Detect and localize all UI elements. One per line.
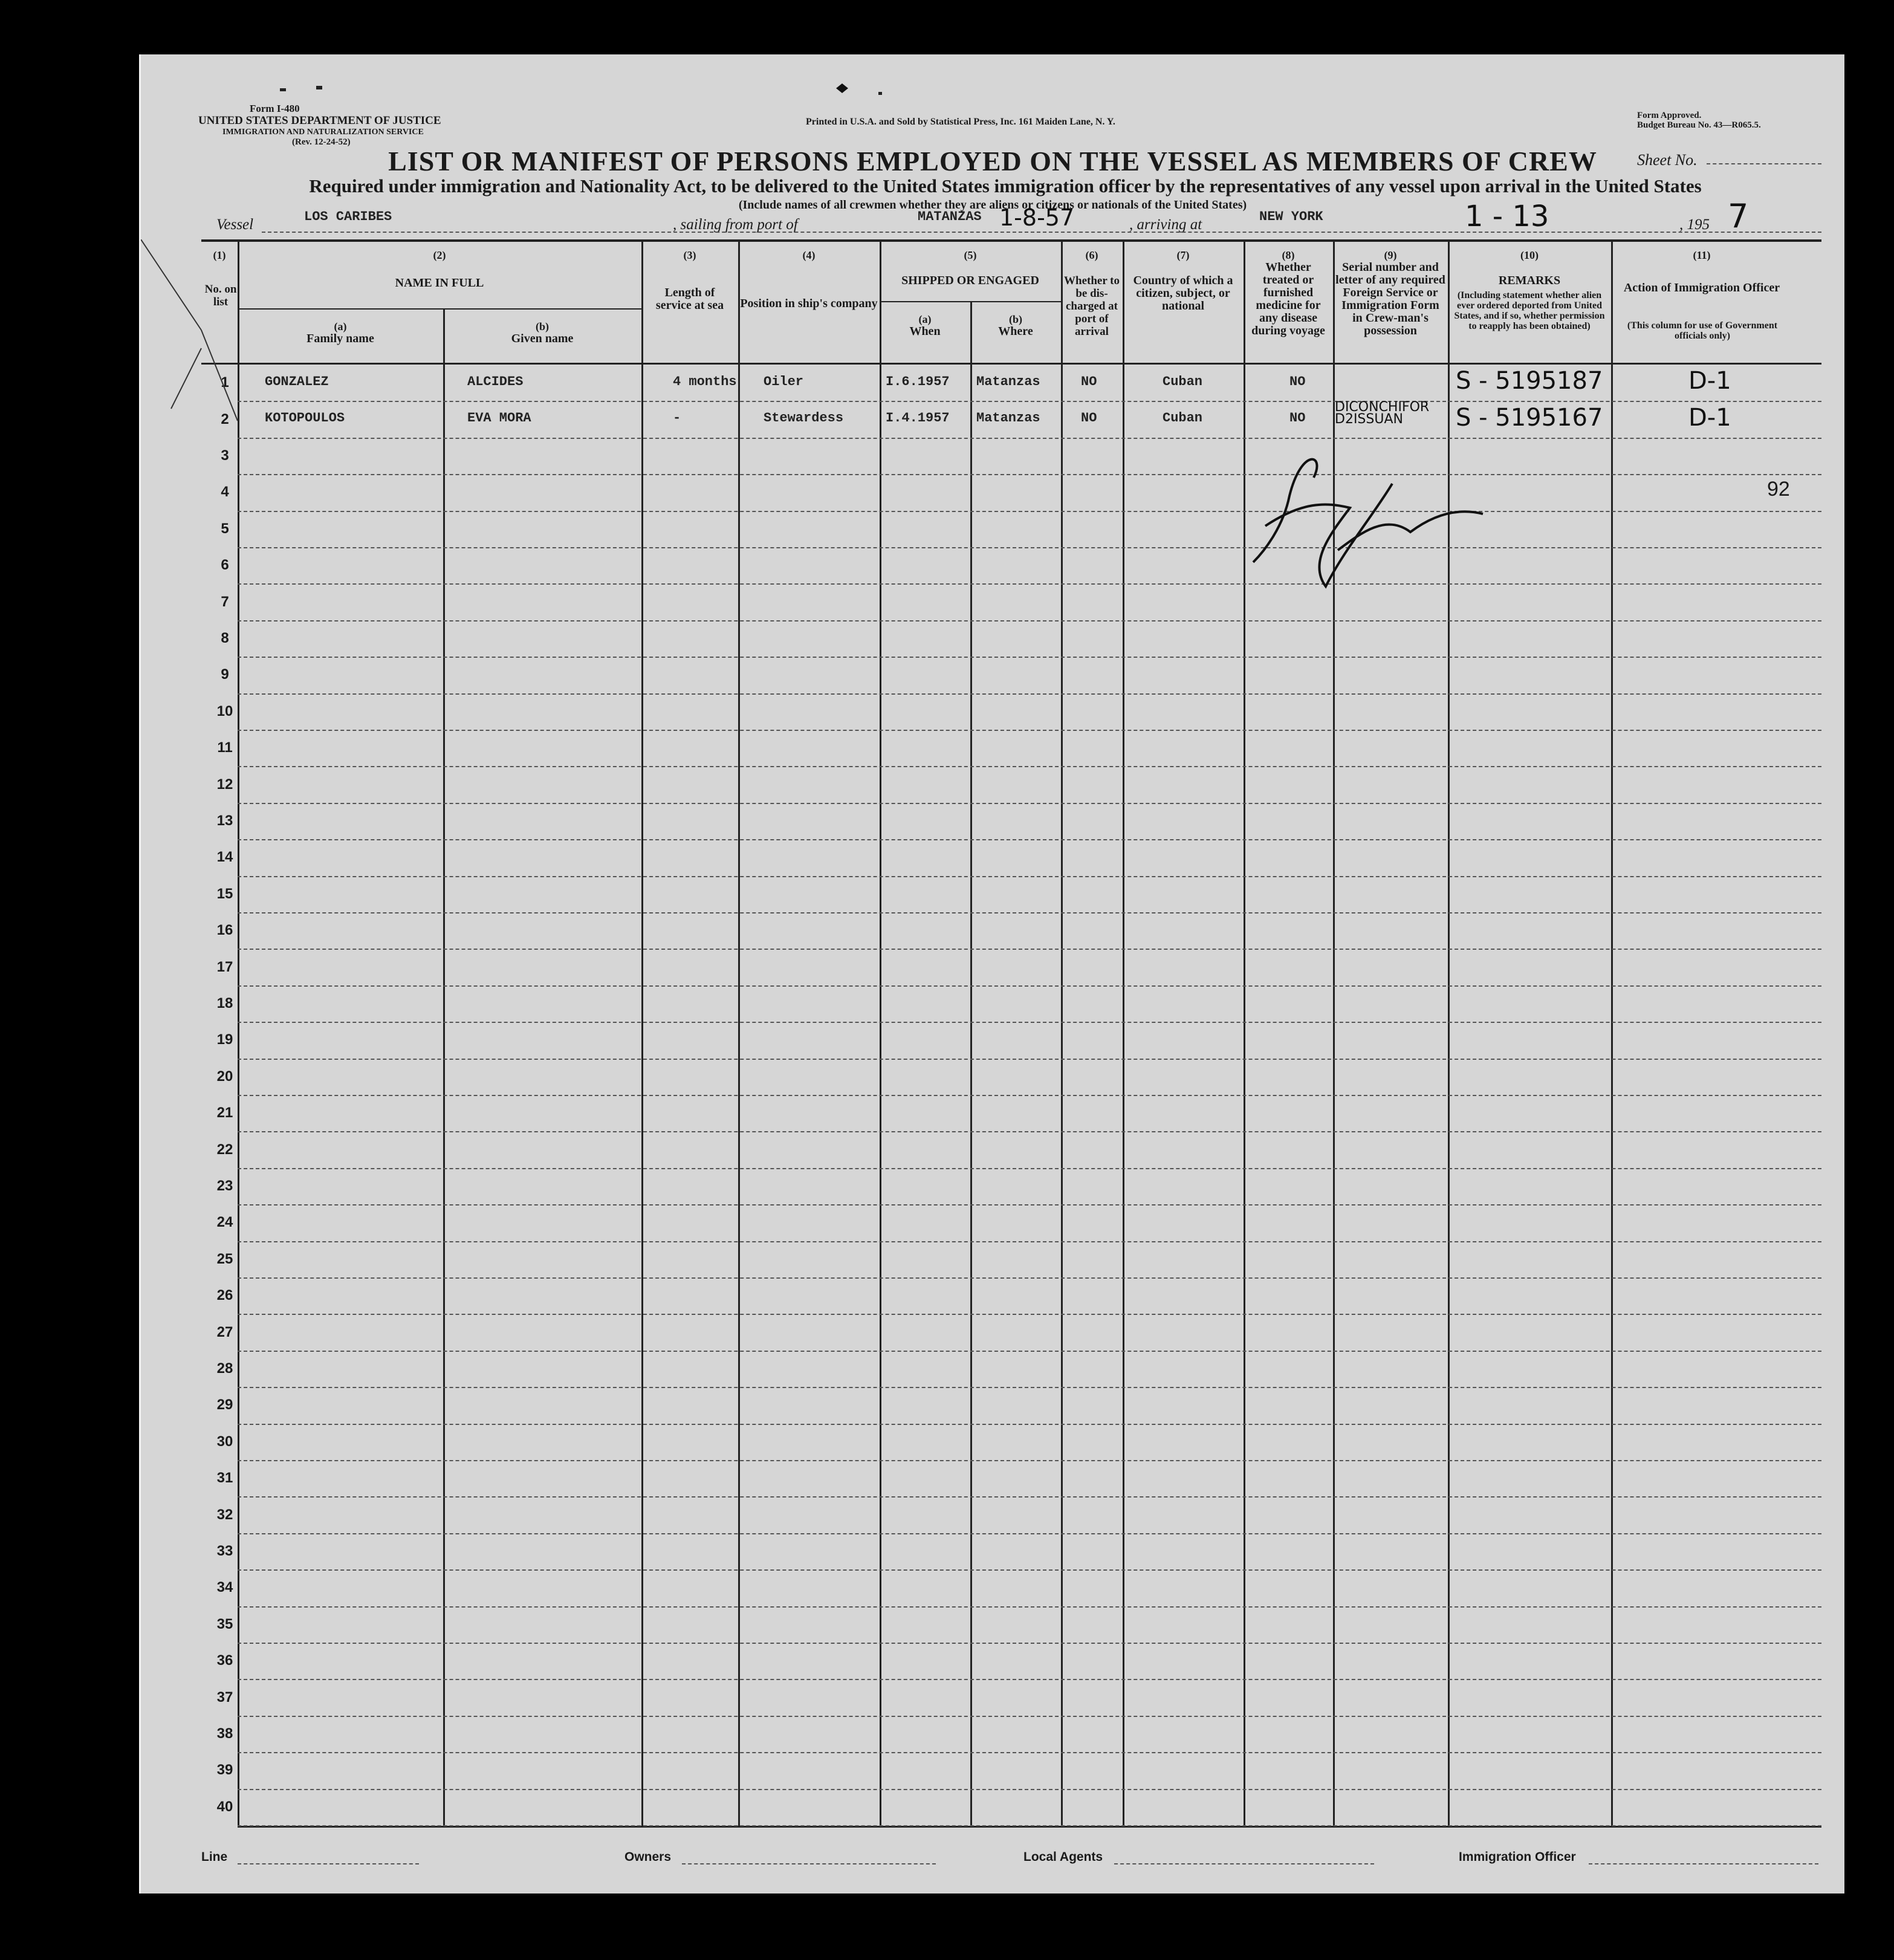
col-remarks-note: (Including statement whether alien ever ordered deported from United States, and if so, whether permission to reapply has been obtained) <box>1454 290 1605 331</box>
row-rule <box>238 1460 1821 1461</box>
column-divider <box>738 239 740 1826</box>
footer-agents: Local Agents <box>1023 1850 1103 1864</box>
page-subtitle: Required under immigration and Nationality Act, to be delivered to the United States immigration officer by the representatives of any vessel upon arrival in the United States <box>309 175 1702 196</box>
row-rule <box>238 1424 1821 1425</box>
crew-action: D-1 <box>1688 403 1731 432</box>
row-rule <box>238 1059 1821 1060</box>
colnum-3: (3) <box>683 249 696 261</box>
col-when: When <box>909 325 941 338</box>
row-rule <box>238 1277 1821 1279</box>
arrival-port: NEW YORK <box>1259 209 1323 224</box>
crew-where: Matanzas <box>976 374 1040 389</box>
page-count: 92 <box>1767 478 1790 501</box>
row-rule <box>238 876 1821 877</box>
sheet-number-field[interactable] <box>1707 163 1821 164</box>
row-rule <box>238 1679 1821 1680</box>
shipped-subheader-rule <box>880 301 1061 302</box>
row-number: 37 <box>216 1689 233 1705</box>
revision: (Rev. 12-24-52) <box>292 137 351 147</box>
form-number: Form I-480 <box>250 103 300 114</box>
column-divider <box>970 301 972 1826</box>
colnum-11: (11) <box>1693 249 1711 261</box>
footer-officer: Immigration Officer <box>1459 1850 1576 1864</box>
row-number: 27 <box>216 1323 233 1340</box>
vessel-name: LOS CARIBES <box>304 209 392 224</box>
col-family-letter: (a) <box>334 320 347 333</box>
column-divider <box>880 239 881 1826</box>
crew-service: 4 months <box>673 374 737 389</box>
col-serial-number: Serial number and letter of any required Foreign Service or Immigration Form in Crew-man's possession <box>1335 261 1445 337</box>
row-rule <box>238 1095 1821 1096</box>
row-rule <box>238 1241 1821 1242</box>
row-number: 29 <box>216 1397 233 1413</box>
col-list-number: No. on list <box>204 283 237 308</box>
row-number: 5 <box>221 520 229 537</box>
page-title: LIST OR MANIFEST OF PERSONS EMPLOYED ON THE VESSEL AS MEMBERS OF CREW <box>388 146 1597 177</box>
footer-owners: Owners <box>624 1850 672 1864</box>
row-number: 25 <box>216 1250 233 1267</box>
colnum-8: (8) <box>1282 249 1295 261</box>
col-length-of-service: Length of service at sea <box>655 286 724 312</box>
col-discharged: Whether to be dis-charged at port of arrival <box>1064 274 1120 338</box>
row-number: 14 <box>216 849 233 866</box>
crew-discharged: NO <box>1081 410 1097 426</box>
row-number: 22 <box>216 1141 233 1158</box>
col-where: Where <box>998 325 1033 338</box>
row-number: 31 <box>216 1470 233 1487</box>
crew-country: Cuban <box>1163 410 1203 426</box>
row-number: 3 <box>221 447 229 464</box>
arrival-year-digit: 7 <box>1728 197 1749 235</box>
colnum-9: (9) <box>1384 249 1397 261</box>
fold-line <box>141 239 244 511</box>
crew-family: KOTOPOULOS <box>265 410 345 426</box>
row-number: 28 <box>216 1360 233 1377</box>
crew-where: Matanzas <box>976 410 1040 426</box>
colnum-6: (6) <box>1085 249 1098 261</box>
department: UNITED STATES DEPARTMENT OF JUSTICE <box>198 114 441 127</box>
printer-line: Printed in U.S.A. and Sold by Statistical Press, Inc. 161 Maiden Lane, N. Y. <box>806 117 1115 127</box>
row-number: 35 <box>216 1615 233 1632</box>
row-rule <box>238 766 1821 767</box>
row-rule <box>238 1569 1821 1571</box>
sheet-number-label: Sheet No. <box>1637 151 1698 169</box>
sailing-label: , sailing from port of <box>673 216 798 233</box>
row-number: 24 <box>216 1214 233 1231</box>
col-given-name: Given name <box>511 332 574 345</box>
column-divider <box>443 308 445 1826</box>
row-rule <box>238 1387 1821 1388</box>
row-number: 38 <box>216 1725 233 1742</box>
budget-bureau: Budget Bureau No. 43—R065.5. <box>1637 120 1761 130</box>
row-rule <box>238 1314 1821 1315</box>
row-rule <box>238 1606 1821 1608</box>
crew-position: Stewardess <box>764 410 844 426</box>
row-number: 21 <box>216 1105 233 1121</box>
row-rule <box>238 985 1821 987</box>
crew-treated: NO <box>1289 374 1306 389</box>
col-action-note: (This column for use of Government officials only) <box>1627 320 1778 341</box>
row-rule <box>238 730 1821 731</box>
service-name: IMMIGRATION AND NATURALIZATION SERVICE <box>222 128 424 137</box>
row-number: 33 <box>216 1543 233 1559</box>
column-divider <box>1123 239 1124 1826</box>
crew-country: Cuban <box>1163 374 1203 389</box>
row-rule <box>238 1789 1821 1790</box>
colnum-2: (2) <box>433 249 446 261</box>
departure-port: MATANZAS <box>918 209 982 224</box>
row-number: 34 <box>216 1579 233 1596</box>
signature-scribble <box>1229 441 1519 599</box>
footer-line: Line <box>201 1850 228 1864</box>
row-number: 19 <box>216 1031 233 1048</box>
col-given-letter: (b) <box>536 320 549 333</box>
colnum-4: (4) <box>802 249 816 261</box>
row-number: 6 <box>221 557 229 574</box>
col-family-name: Family name <box>306 332 374 345</box>
row-rule <box>238 839 1821 840</box>
crew-when: I.4.1957 <box>886 410 950 426</box>
col-remarks: REMARKS <box>1498 274 1561 287</box>
col-shipped-engaged: SHIPPED OR ENGAGED <box>901 274 1039 287</box>
colnum-7: (7) <box>1176 249 1190 261</box>
crew-treated: NO <box>1289 410 1306 426</box>
row-rule <box>238 1131 1821 1132</box>
crew-remarks: S - 5195167 <box>1456 403 1603 432</box>
row-number: 36 <box>216 1652 233 1669</box>
colnum-1: (1) <box>213 249 226 261</box>
crew-family: GONZALEZ <box>265 374 329 389</box>
row-number: 8 <box>221 630 229 646</box>
row-rule <box>238 474 1821 475</box>
row-rule <box>238 1168 1821 1169</box>
form-approved: Form Approved. <box>1637 111 1702 120</box>
row-number: 39 <box>216 1762 233 1779</box>
col-when-letter: (a) <box>918 313 932 325</box>
row-number: 4 <box>221 484 229 501</box>
crew-when: I.6.1957 <box>886 374 950 389</box>
row-number: 10 <box>216 703 233 719</box>
manifest-sheet <box>139 54 1844 1893</box>
footer-officer-field[interactable] <box>1589 1863 1818 1864</box>
vessel-line-rule <box>262 232 1821 233</box>
row-rule <box>238 583 1821 585</box>
row-number: 30 <box>216 1433 233 1450</box>
colnum-10: (10) <box>1520 249 1539 261</box>
col-immigration-action: Action of Immigration Officer <box>1623 281 1780 294</box>
year-prefix: , 195 <box>1679 216 1710 233</box>
column-divider <box>1611 239 1613 1826</box>
crew-given: EVA MORA <box>467 410 531 426</box>
row-number: 11 <box>217 739 233 756</box>
crew-remarks: S - 5195187 <box>1456 367 1603 395</box>
crew-discharged: NO <box>1081 374 1097 389</box>
row-rule <box>238 1825 1821 1826</box>
row-number: 13 <box>216 813 233 829</box>
vessel-label: Vessel <box>216 216 254 233</box>
row-rule <box>238 949 1821 950</box>
col-where-letter: (b) <box>1009 313 1022 325</box>
row-rule <box>238 1204 1821 1206</box>
row-rule <box>238 1022 1821 1023</box>
col-country: Country of which a citizen, subject, or national <box>1133 274 1233 313</box>
arriving-label: , arriving at <box>1129 216 1202 233</box>
footer-line-field[interactable] <box>238 1863 419 1864</box>
row-rule <box>238 1496 1821 1498</box>
column-divider <box>641 239 643 1826</box>
row-number: 23 <box>216 1178 233 1194</box>
row-rule <box>238 1351 1821 1352</box>
scan-marks <box>141 54 927 103</box>
row-rule <box>238 1716 1821 1717</box>
row-number: 32 <box>216 1506 233 1523</box>
colnum-5: (5) <box>964 249 977 261</box>
row-rule <box>238 547 1821 548</box>
page-subnote: (Include names of all crewmen whether they are aliens or citizens or nationals of the United States) <box>738 198 1247 212</box>
crew-position: Oiler <box>764 374 804 389</box>
crew-given: ALCIDES <box>467 374 524 389</box>
row-number: 7 <box>221 593 229 610</box>
col-name-in-full: NAME IN FULL <box>395 276 484 290</box>
row-rule <box>238 511 1821 512</box>
row-number: 1 <box>221 374 229 391</box>
row-number: 16 <box>216 922 233 939</box>
col-position: Position in ship's company <box>740 297 878 310</box>
row-number: 9 <box>221 666 229 683</box>
row-rule <box>238 803 1821 804</box>
col-treated: Whether treated or furnished medicine for any disease during voyage <box>1251 261 1325 337</box>
row-rule <box>238 401 1821 402</box>
row-rule <box>238 912 1821 913</box>
row-number: 17 <box>216 958 233 975</box>
footer-agents-field[interactable] <box>1114 1863 1374 1864</box>
crew-serial: DICONCHIFOR D2ISSUAN <box>1335 399 1430 427</box>
row-rule <box>238 1643 1821 1644</box>
row-rule <box>238 657 1821 658</box>
departure-date: 1-8-57 <box>999 204 1075 231</box>
row-number: 15 <box>216 885 233 902</box>
row-number: 18 <box>216 995 233 1011</box>
row-number: 2 <box>221 410 229 427</box>
arrival-date: 1 - 13 <box>1465 200 1549 233</box>
crew-service: - <box>673 410 681 426</box>
row-number: 40 <box>216 1798 233 1815</box>
row-rule <box>238 1752 1821 1753</box>
row-number: 26 <box>216 1287 233 1304</box>
column-divider <box>1061 239 1063 1826</box>
row-number: 12 <box>216 776 233 793</box>
row-rule <box>238 1533 1821 1534</box>
footer-owners-field[interactable] <box>682 1863 936 1864</box>
row-rule <box>238 438 1821 439</box>
name-subheader-rule <box>238 308 641 310</box>
row-number: 20 <box>216 1068 233 1085</box>
row-rule <box>238 693 1821 695</box>
row-rule <box>238 620 1821 621</box>
table-top-rule <box>201 239 1821 242</box>
crew-action: D-1 <box>1688 367 1731 395</box>
